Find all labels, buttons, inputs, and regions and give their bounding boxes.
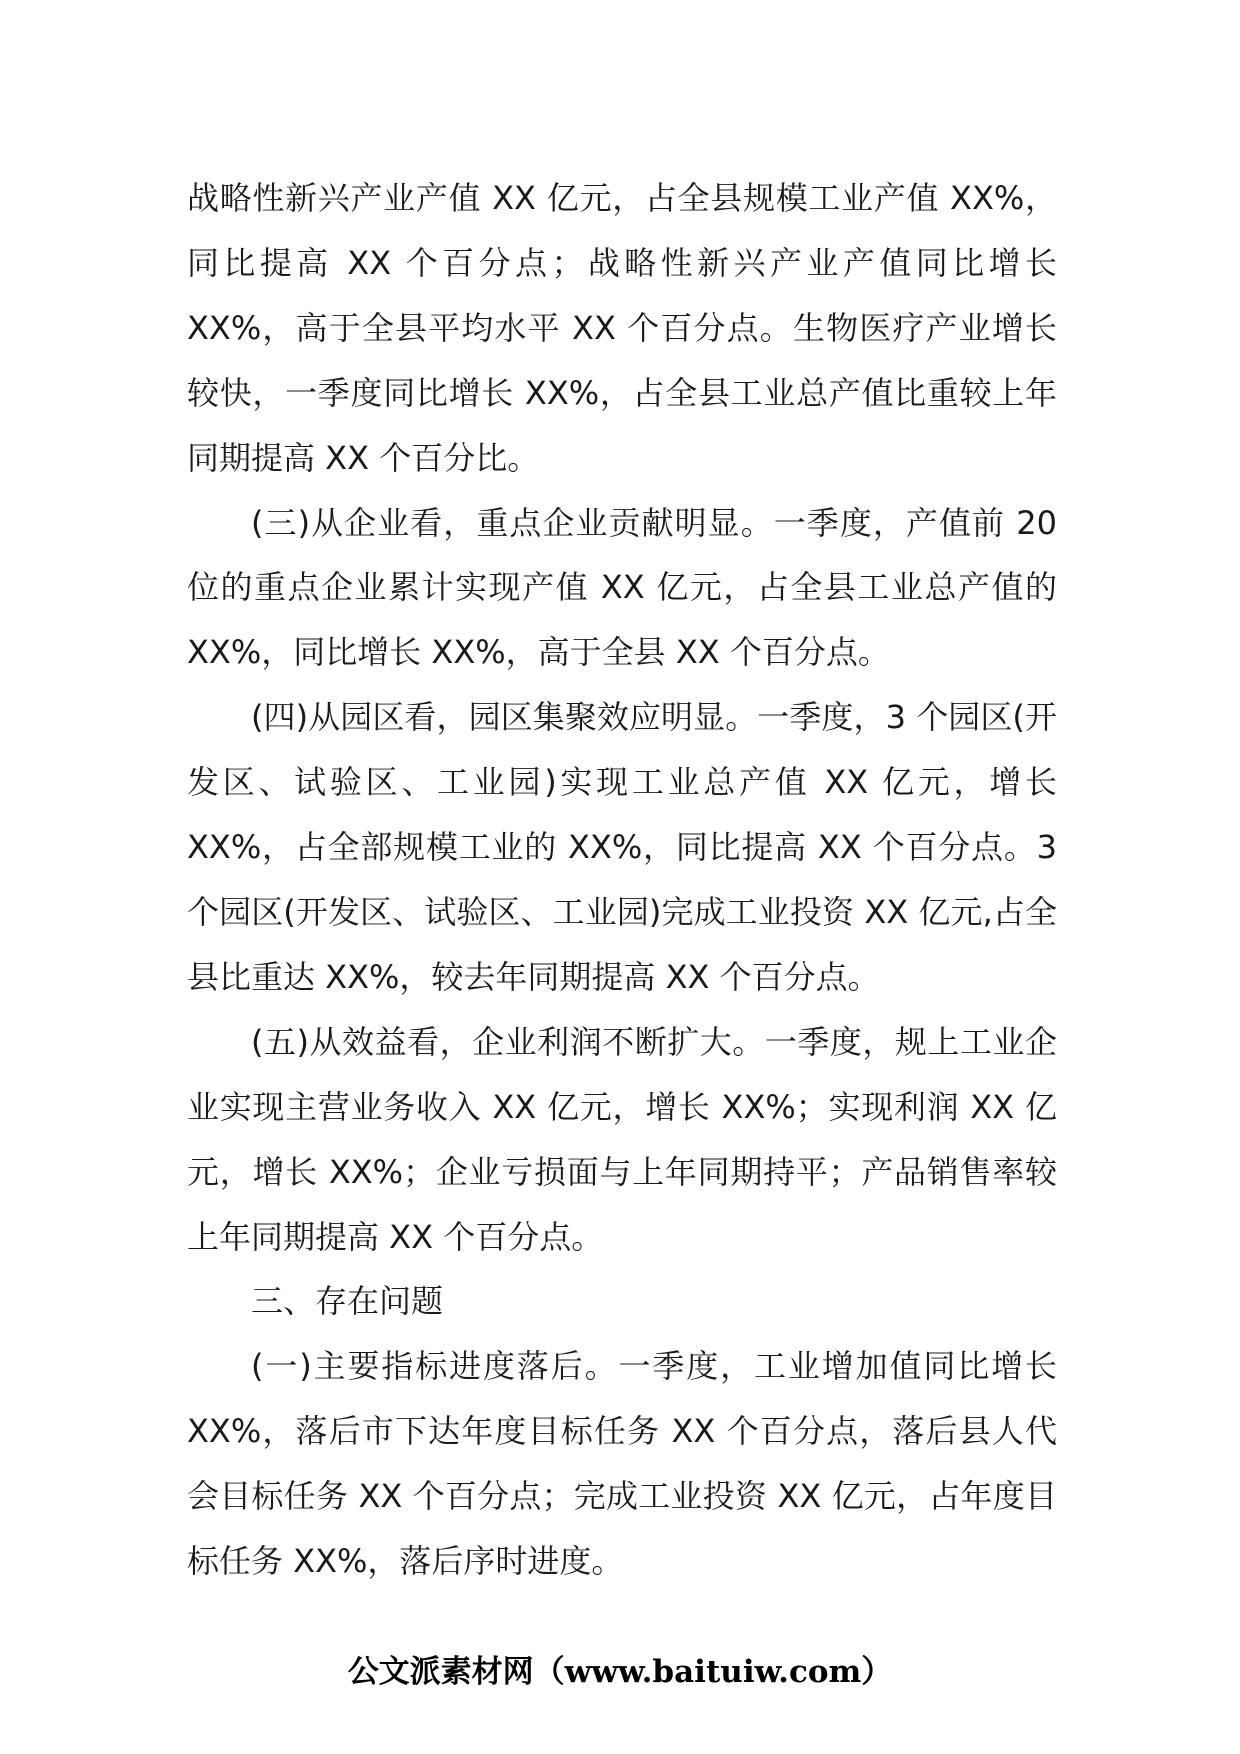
paragraph-strategic-industries: 战略性新兴产业产值 XX 亿元，占全县规模工业产值 XX%，同比提高 XX 个百分点；战略性新兴产业产值同比增长 XX%，高于全县平均水平 XX 个百分点。生物医疗产业增长较快，一季度同比增长 XX%，占全县工业总产值比重较上年同期提高 XX 个百分比。 <box>187 179 1057 477</box>
footer-watermark: 公文派素材网（www.baituiw.com） <box>347 1654 893 1690</box>
paragraph-indicators-lagging: (一)主要指标进度落后。一季度，工业增加值同比增长 XX%，落后市下达年度目标任务 XX 个百分点，落后县人代会目标任务 XX 个百分点；完成工业投资 XX 亿元，占年度目标任务 XX%，落后序时进度。 <box>187 1347 1057 1581</box>
section-heading-problems: 三、存在问题 <box>251 1282 444 1321</box>
paragraph-key-enterprises: (三)从企业看，重点企业贡献明显。一季度，产值前 20 位的重点企业累计实现产值 XX 亿元，占全县工业总产值的 XX%，同比增长 XX%，高于全县 XX 个百分点。 <box>187 503 1057 672</box>
document-body <box>187 166 1057 1594</box>
paragraph-profits: (五)从效益看，企业利润不断扩大。一季度，规上工业企业实现主营业务收入 XX 亿元，增长 XX%；实现利润 XX 亿元，增长 XX%；企业亏损面与上年同期持平；产品销售率较上年同期提高 XX 个百分点。 <box>187 1022 1057 1256</box>
paragraph-industrial-parks: (四)从园区看，园区集聚效应明显。一季度，3 个园区(开发区、试验区、工业园)实现工业总产值 XX 亿元，增长 XX%，占全部规模工业的 XX%，同比提高 XX 个百分点。3 个园区(开发区、试验区、工业园)完成工业投资 XX 亿元,占全县比重达 XX%，较去年同期提高 XX 个百分点。 <box>187 698 1057 996</box>
